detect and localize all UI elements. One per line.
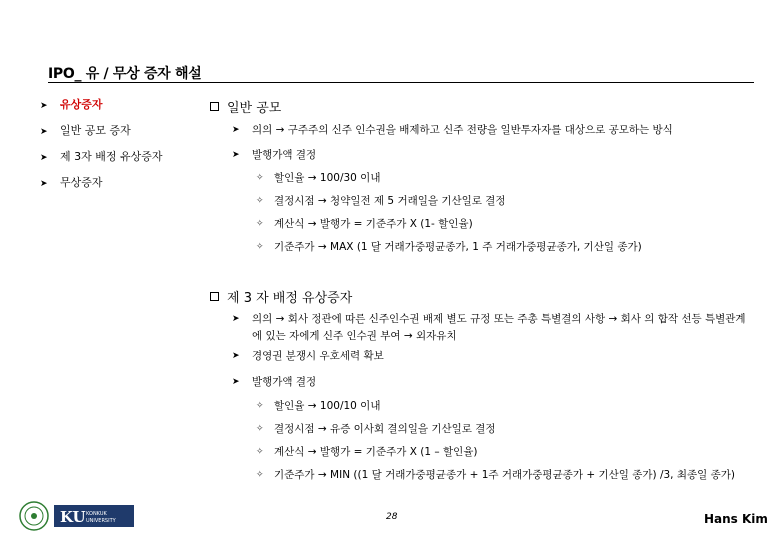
title-underline bbox=[48, 82, 754, 83]
svg-text:KONKUK: KONKUK bbox=[86, 511, 107, 517]
diamond-bullet-icon: ✧ bbox=[256, 424, 264, 434]
page-title: IPO_ 유 / 무상 증자 해설 bbox=[48, 66, 202, 82]
sub-list-item: ✧ 기준주가 → MAX (1 달 거래가중평균종가, 1 주 거래가중평균종가, 기산일 종가) bbox=[256, 239, 642, 256]
diamond-bullet-icon: ✧ bbox=[256, 447, 264, 457]
arrow-bullet-icon: ➤ bbox=[232, 377, 240, 387]
arrow-bullet-icon: ➤ bbox=[232, 150, 240, 160]
sub-list-item: ✧ 할인율 → 100/10 이내 bbox=[256, 398, 380, 415]
university-emblem-icon bbox=[18, 500, 138, 532]
arrow-bullet-icon: ➤ bbox=[40, 101, 48, 111]
arrow-bullet-icon: ➤ bbox=[232, 351, 240, 361]
diamond-bullet-icon: ✧ bbox=[256, 196, 264, 206]
author-name: Hans Kim bbox=[704, 512, 768, 526]
university-logo bbox=[18, 500, 138, 532]
nav-item-paid-increase[interactable]: ➤ 유상증자 bbox=[40, 98, 103, 111]
diamond-bullet-icon: ✧ bbox=[256, 470, 264, 480]
sub-list-item: ✧ 기준주가 → MIN ((1 달 거래가중평균종가 + 1주 거래가중평균종가 + 기산일 종가) /3, 최종일 종가) bbox=[256, 467, 756, 484]
list-item: ➤ 의의 → 회사 정관에 따른 신주인수권 배제 별도 규정 또는 주총 특별결의 사항 → 회사 의 합작 선등 특별관계에 있는 자에게 신주 인수권 부여 → 외자유치 bbox=[232, 313, 746, 342]
list-item: ➤ 발행가액 결정 bbox=[232, 147, 316, 164]
list-item: ➤ 의의 → 구주주의 신주 인수권을 배제하고 신주 전량을 일반투자자를 대상으로 공모하는 방식 bbox=[232, 122, 673, 139]
sub-list-item: ✧ 결정시점 → 청약일전 제 5 거래일을 기산일로 결정 bbox=[256, 193, 506, 210]
svg-text:KU: KU bbox=[60, 508, 86, 526]
diamond-bullet-icon: ✧ bbox=[256, 401, 264, 411]
sub-list-item: ✧ 계산식 → 발행가 = 기준주가 X (1 – 할인율) bbox=[256, 444, 477, 461]
arrow-bullet-icon: ➤ bbox=[40, 153, 48, 163]
section-heading: 제 3 자 배정 유상증자 bbox=[210, 287, 352, 306]
svg-text:UNIVERSITY: UNIVERSITY bbox=[86, 518, 116, 524]
list-item: ➤ 발행가액 결정 bbox=[232, 374, 316, 391]
nav-item-third-party[interactable]: ➤ 제 3자 배정 유상증자 bbox=[40, 150, 163, 163]
section-heading: 일반 공모 bbox=[210, 97, 281, 116]
arrow-bullet-icon: ➤ bbox=[232, 125, 240, 135]
diamond-bullet-icon: ✧ bbox=[256, 219, 264, 229]
arrow-bullet-icon: ➤ bbox=[40, 127, 48, 137]
nav-item-free-increase[interactable]: ➤ 무상증자 bbox=[40, 176, 103, 189]
nav-item-public-offering[interactable]: ➤ 일반 공모 증자 bbox=[40, 124, 131, 137]
arrow-bullet-icon: ➤ bbox=[232, 314, 240, 324]
diamond-bullet-icon: ✧ bbox=[256, 242, 264, 252]
list-item: ➤ 경영권 분쟁시 우호세력 확보 bbox=[232, 348, 384, 365]
page-number: 28 bbox=[386, 512, 398, 522]
sub-list-item: ✧ 계산식 → 발행가 = 기준주가 X (1- 할인율) bbox=[256, 216, 473, 233]
sub-list-item: ✧ 할인율 → 100/30 이내 bbox=[256, 170, 380, 187]
diamond-bullet-icon: ✧ bbox=[256, 173, 264, 183]
square-bullet-icon bbox=[210, 292, 219, 301]
arrow-bullet-icon: ➤ bbox=[40, 179, 48, 189]
sub-list-item: ✧ 결정시점 → 유증 이사회 결의일을 기산일로 결정 bbox=[256, 421, 496, 438]
square-bullet-icon bbox=[210, 102, 219, 111]
